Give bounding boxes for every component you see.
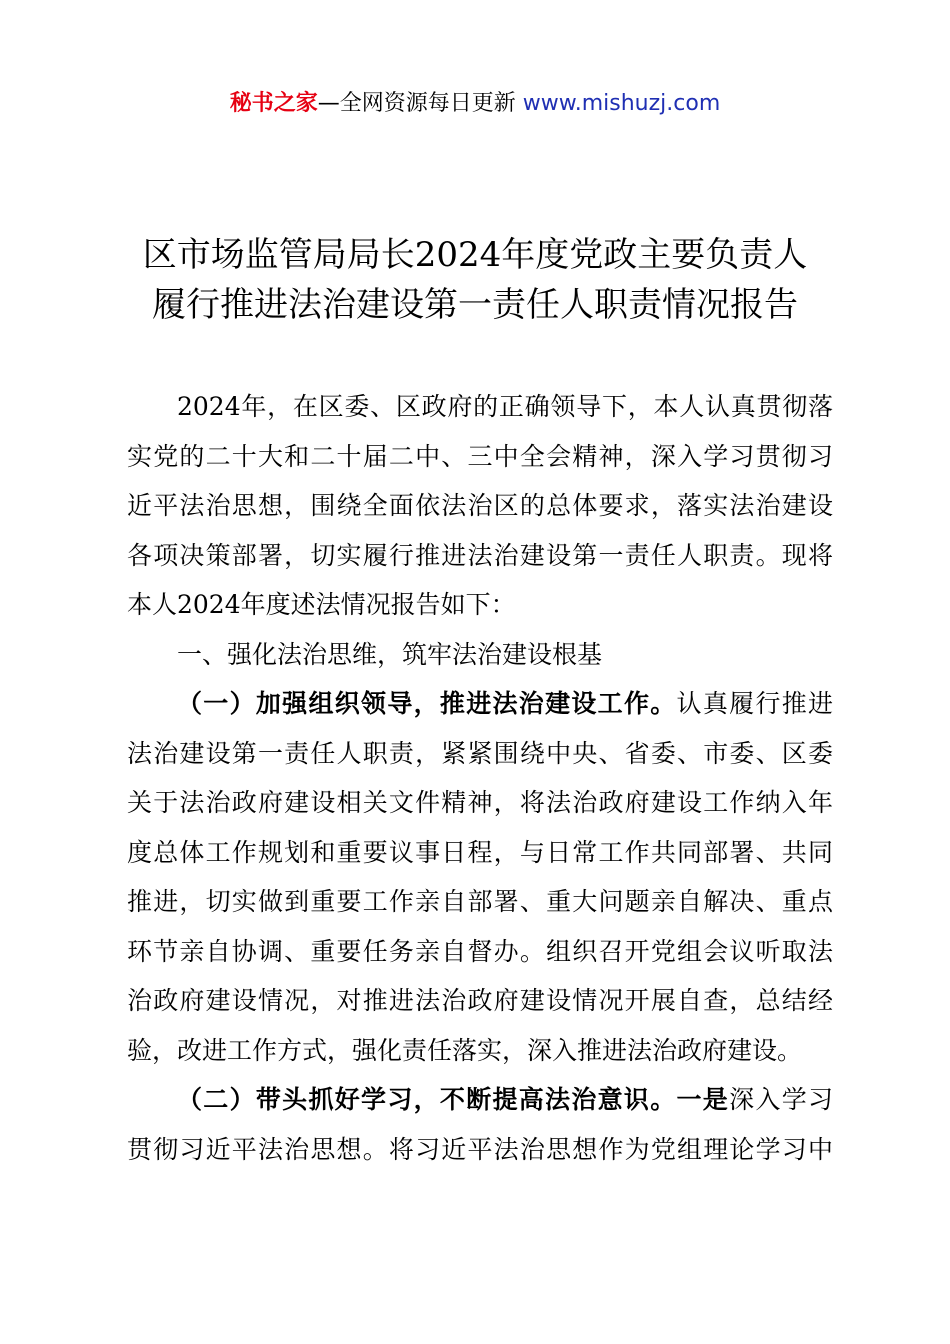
- item-1-line-7: 治政府建设情况，对推进法治政府建设情况开展自查，总结经: [127, 986, 833, 1015]
- item-1-line-8: 验，改进工作方式，强化责任落实，深入推进法治政府建设。: [127, 1035, 803, 1065]
- intro-line-1: 2024年，在区委、区政府的正确领导下，本人认真贯彻落: [177, 392, 833, 421]
- item-2-line-2: 贯彻习近平法治思想。将习近平法治思想作为党组理论学习中: [127, 1134, 833, 1164]
- header-site-link[interactable]: www.mishuzj.com: [522, 91, 721, 116]
- section-1-heading: [127, 630, 833, 680]
- item-1-line-1-rest: 认真履行推进: [676, 689, 833, 718]
- item-1-line-2: 法治建设第一责任人职责，紧紧围绕中央、省委、市委、区委: [127, 738, 833, 768]
- item-2-line-1: [127, 1075, 833, 1125]
- item-1-line-3: 关于法治政府建设相关文件精神，将法治政府建设工作纳入年: [127, 788, 833, 817]
- item-1-line-6: 环节亲自协调、重要任务亲自督办。组织召开党组会议听取法: [127, 936, 833, 966]
- item-2-bold-heading: （二）带头抓好学习，不断提高法治意识。: [177, 1085, 677, 1114]
- item-2-bold-first-point: 一是: [676, 1085, 730, 1114]
- item-2-paragraph: [127, 1075, 833, 1174]
- intro-line-3: 近平法治思想，围绕全面依法治区的总体要求，落实法治建设: [127, 491, 833, 520]
- header-slogan: —全网资源每日更新: [317, 91, 523, 116]
- document-body: [127, 382, 833, 1174]
- item-1-line-5: 推进，切实做到重要工作亲自部署、重大问题亲自解决、重点: [127, 887, 833, 916]
- item-1-line-4: 度总体工作规划和重要议事日程，与日常工作共同部署、共同: [127, 837, 833, 867]
- item-2-line-1-rest: 深入学习: [729, 1085, 833, 1114]
- site-header: [0, 86, 950, 122]
- intro-line-2: 实党的二十大和二十届二中、三中全会精神，深入学习贯彻习: [127, 441, 833, 471]
- intro-line-4: 各项决策部署，切实履行推进法治建设第一责任人职责。现将: [127, 540, 833, 570]
- item-1-bold-heading: （一）加强组织领导，推进法治建设工作。: [177, 689, 677, 718]
- document-title: [90, 230, 860, 330]
- title-line-2: 履行推进法治建设第一责任人职责情况报告: [152, 285, 798, 325]
- header-brand: 秘书之家: [229, 91, 318, 116]
- item-1-line-1: [127, 679, 833, 729]
- intro-paragraph: [127, 382, 833, 630]
- intro-line-5: 本人2024年度述法情况报告如下：: [127, 590, 516, 619]
- title-line-1: 区市场监管局局长2024年度党政主要负责人: [142, 235, 808, 275]
- section-1-heading-text: 一、强化法治思维，筑牢法治建设根基: [177, 639, 603, 669]
- item-1-paragraph: [127, 679, 833, 1075]
